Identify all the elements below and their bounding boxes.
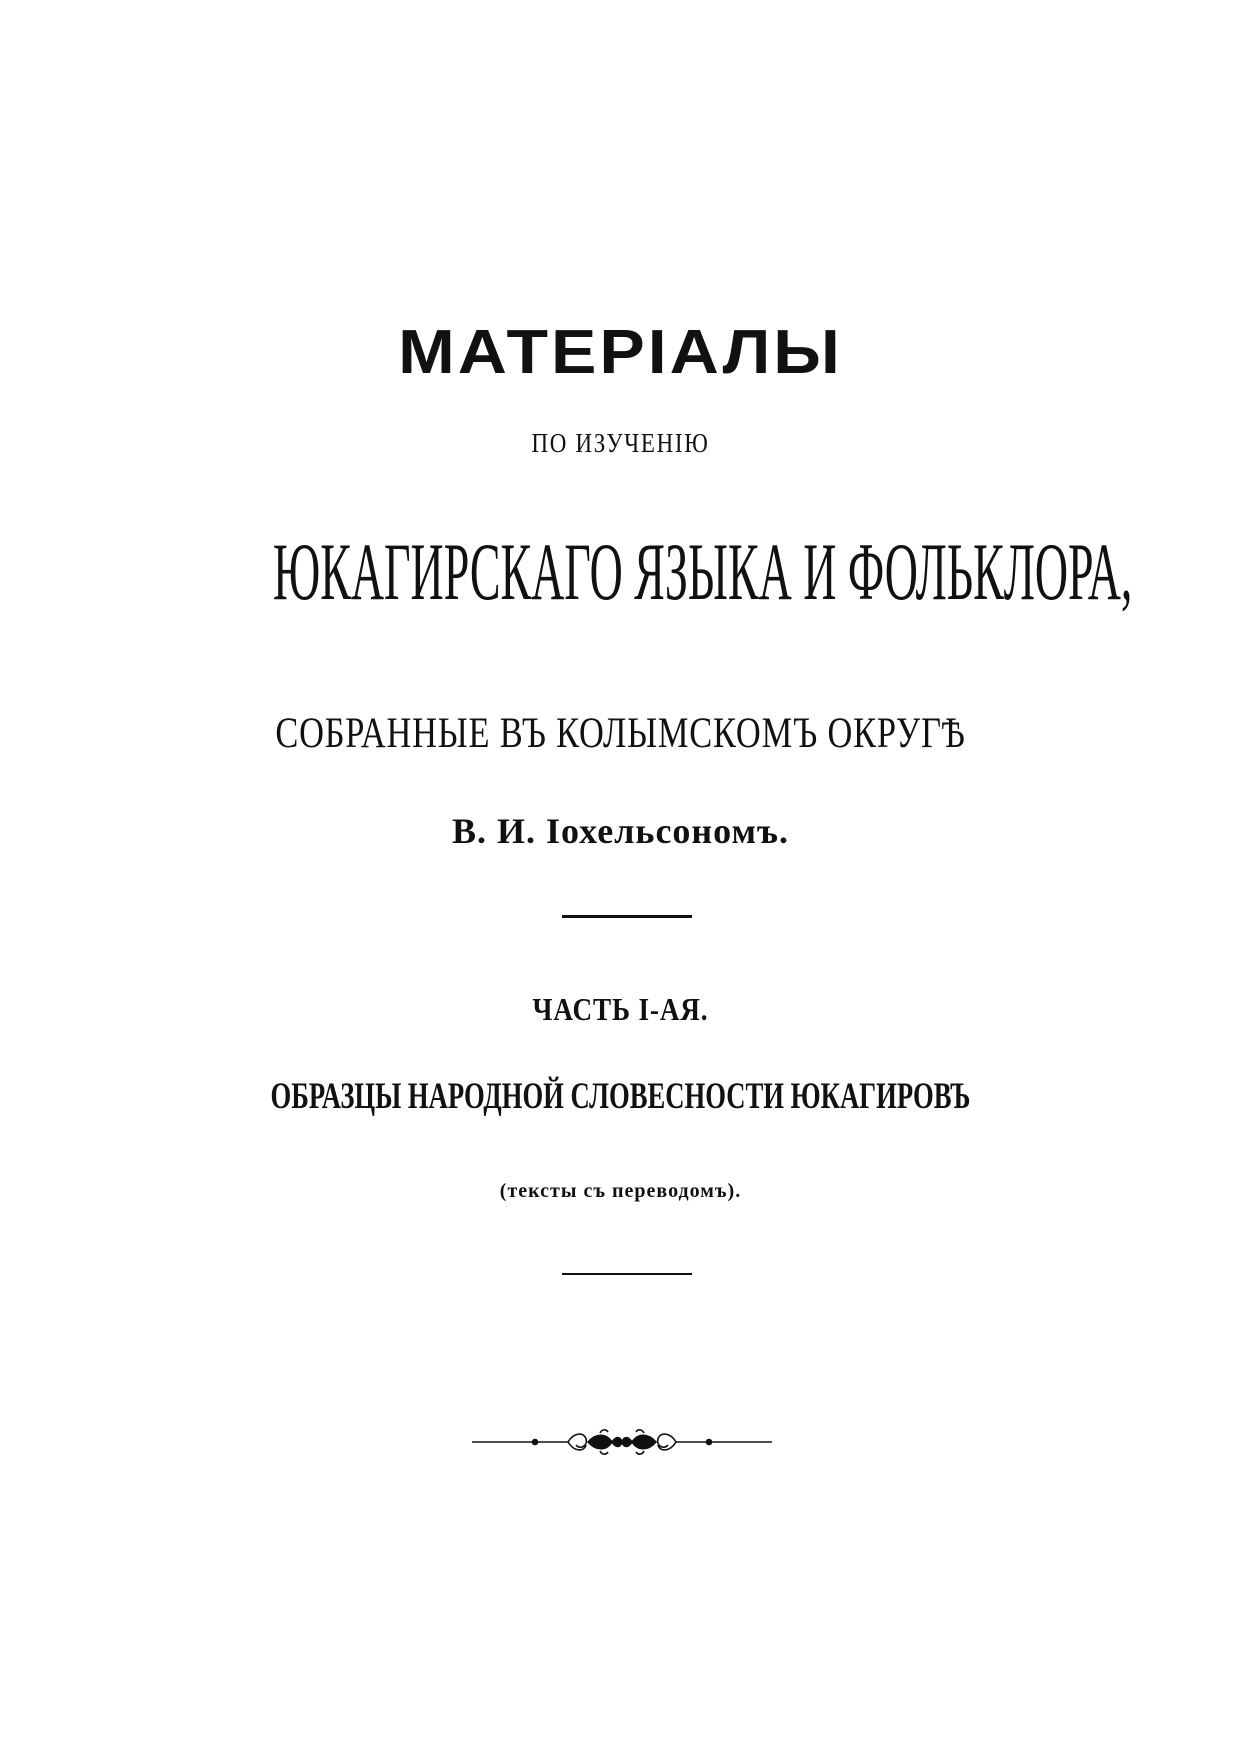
book-title: МАТЕРІАЛЫ	[398, 317, 843, 387]
subtitle-study: ПО ИЗУЧЕНІЮ	[531, 428, 710, 458]
ornament-icon	[472, 1427, 772, 1457]
subtitle-collected: СОБРАННЫЕ ВЪ КОЛЫМСКОМЪ ОКРУГѢ	[275, 710, 966, 757]
part-note: (тексты съ переводомъ).	[499, 1180, 742, 1202]
author-name: В. И. Іохельсономъ.	[452, 811, 789, 851]
subtitle-language-folklore: ЮКАГИРСКАГО ЯЗЫКА И ФОЛЬКЛОРА,	[273, 526, 1133, 617]
part-label: ЧАСТЬ І-АЯ.	[532, 991, 709, 1027]
divider-rule-bottom	[562, 1273, 692, 1275]
part-title: ОБРАЗЦЫ НАРОДНОЙ СЛОВЕСНОСТИ ЮКАГИРОВЪ	[270, 1076, 971, 1117]
divider-rule-top	[562, 915, 692, 918]
